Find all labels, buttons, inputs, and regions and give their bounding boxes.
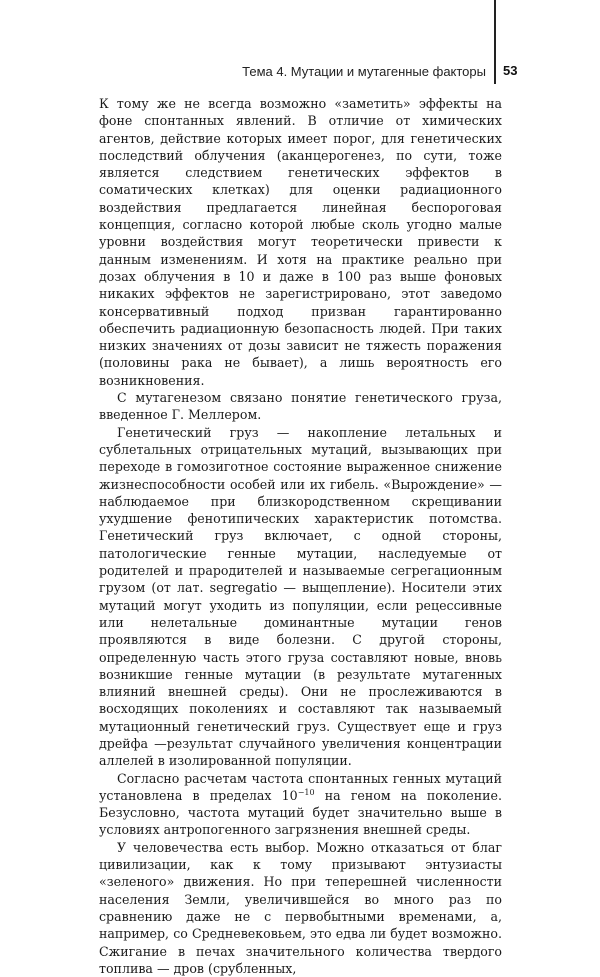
running-title: Тема 4. Мутации и мутагенные факторы	[242, 64, 486, 79]
paragraph-genetic-load-intro: С мутагенезом связано понятие генетического груза, введенное Г. Меллером.	[99, 390, 502, 423]
mutation-rate-text-before: Согласно расчетам частота спонтанных генных мутаций установлена в пределах 10	[99, 770, 502, 803]
paragraph-humanity-choice: У человечества есть выбор. Можно отказаться от благ цивилизации, как к тому призывают энтузиасты «зеленого» движения. Но при теперешней численности населения Земли, увеличившейся во много раз по сравнению даже не с первобытными временами, а, например, со Средневековьем, это едва ли будет возможно. Сжигание в печах значительного количества твердого топлива — дров (срубленных,	[99, 839, 502, 976]
mutation-rate-exponent: −10	[297, 787, 315, 797]
page-number: 53	[503, 63, 518, 78]
header-vertical-rule	[494, 0, 496, 84]
paragraph-radiation-dose: К тому же не всегда возможно «заметить» эффекты на фоне спонтанных явлений. В отличие от химических агентов, действие которых имеет порог, для генетических последствий облучения (аканцерогенез, по сути, тоже является следствием генетических эффектов в соматических клетках) для оценки радиационного воздействия предлагается линейная беспороговая концепция, согласно которой любые сколь угодно малые уровни воздействия могут теоретически привести к данным изменениям. И хотя на практике реально при дозах облучения в 10 и даже в 100 раз выше фоновых никаких эффектов не зарегистрировано, этот заведомо консервативный подход призван гарантированно обеспечить радиационную безопасность людей. При таких низких значениях от дозы зависит не тяжесть поражения (половины рака не бывает), а лишь вероятность его возникновения.	[99, 96, 502, 388]
paragraph-mutation-rate	[99, 770, 502, 839]
body-text	[99, 95, 502, 977]
paragraph-genetic-load-definition: Генетический груз — накопление летальных и сублетальных отрицательных мутаций, вызывающих при переходе в гомозиготное состояние выраженное снижение жизнеспособности особей или их гибель. «Вырождение» — наблюдаемое при близкородственном скрещивании ухудшение фенотипических характеристик потомства. Генетический груз включает, с одной стороны, патологические генные мутации, наследуемые от родителей и прародителей и называемые сегрегационным грузом (от лат. segregatio — выщепление). Носители этих мутаций могут уходить из популяции, если рецессивные или нелетальные доминантные мутации генов проявляются в виде болезни. С другой стороны, определенную часть этого груза составляют новые, вновь возникшие генные мутации (в результате мутагенных влияний внешней среды). Они не прослеживаются в восходящих поколениях и составляют так называемый мутационный генетический груз. Существует еще и груз дрейфа —результат случайного увеличения концентрации аллелей в изолированной популяции.	[99, 424, 502, 769]
mutation-rate-text-after: на геном на поколение. Безусловно, частота мутаций будет значительно выше в условиях антропогенного загрязнения внешней среды.	[99, 787, 503, 838]
